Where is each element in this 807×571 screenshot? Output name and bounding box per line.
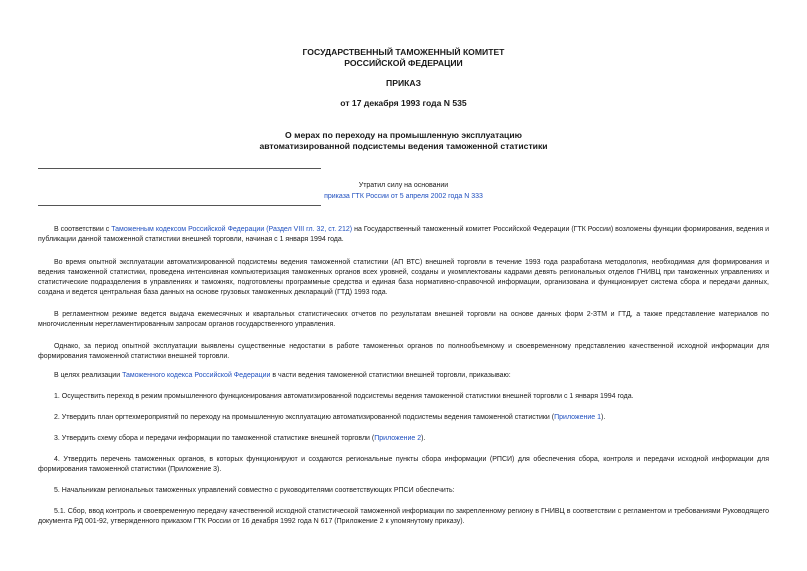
paragraph-4: Однако, за период опытной эксплуатации выявлены существенные недостатки в работе таможенных органов по полнообъемному и своевременному представлению качественной исходной информации для формирования таможенной статистики внешней торговли. <box>38 343 769 361</box>
document-date-number: от 17 декабря 1993 года N 535 <box>340 98 467 108</box>
basis-order-link[interactable]: приказа ГТК России от 5 апреля 2002 года N 333 <box>324 193 483 200</box>
appendix-2-link[interactable]: Приложение 2 <box>374 435 422 442</box>
clause-5-1: 5.1. Сбор, ввод контроль и своевременную передачу качественной исходной статистической таможенной информации по закрепленному региону в ГНИВЦ в соответствии с регламентом и требованиями Руководящего документа РД 001-92, утвержденного приказом ГТК России от 16 декабря 1992 года N 617 (Приложение 2 к упомянутому приказу). <box>38 508 769 526</box>
lost-force-label: Утратил силу на основании <box>358 182 449 189</box>
clause-1: 1. Осуществить переход в режим промышленного функционирования автоматизированной подсистемы ведения таможенной статистики внешней торговли с 1 января 1994 года. <box>54 393 634 400</box>
clause-2: 2. Утвердить план оргтехмероприятий по переходу на промышленную эксплуатацию автоматизированной подсистемы ведения таможенной статистики (Приложение 1). <box>54 414 606 421</box>
authority-line-2: РОССИЙСКОЙ ФЕДЕРАЦИИ <box>344 57 463 68</box>
document-type: ПРИКАЗ <box>386 78 421 88</box>
divider-top <box>38 168 321 169</box>
authority-line-1: ГОСУДАРСТВЕННЫЙ ТАМОЖЕННЫЙ КОМИТЕТ <box>302 47 505 57</box>
clause-4: 4. Утвердить перечень таможенных органов, в которых функционируют и создаются региональные пункты сбора информации (РПСИ) для обеспечения сбора, контроля и передачи исходной информации для формирования таможенной статистики (Приложение 3). <box>38 456 769 474</box>
title-line-2: автоматизированной подсистемы ведения таможенной статистики <box>259 140 548 151</box>
issuing-authority <box>0 47 807 68</box>
paragraph-3: В регламентном режиме ведется выдача ежемесячных и квартальных статистических отчетов по результатам внешней торговли на основе данных форм 2-ЗТМ и ГТД, а также представление материалов по многочисленным нерегламентированным запросам органов государственного управления. <box>38 311 769 329</box>
clause-5: 5. Начальникам региональных таможенных управлений совместно с руководителями соответствующих РПСИ обеспечить: <box>54 487 455 494</box>
clause-3: 3. Утвердить схему сбора и передачи информации по таможенной статистике внешней торговли (Приложение 2). <box>54 435 426 442</box>
paragraph-5: В целях реализации Таможенного кодекса Российской Федерации в части ведения таможенной статистики внешней торговли, приказываю: <box>54 372 511 379</box>
title-line-1: О мерах по переходу на промышленную эксплуатацию <box>285 130 522 140</box>
status-note <box>0 180 807 202</box>
customs-code-link[interactable]: Таможенного кодекса Российской Федерации <box>122 372 271 379</box>
appendix-1-link[interactable]: Приложение 1 <box>554 414 602 421</box>
divider-bottom <box>38 205 321 206</box>
paragraph-1: В соответствии с Таможенным кодексом Российской Федерации (Раздел VIII гл. 32, ст. 212) на Государственный таможенный комитет Российской Федерации (ГТК России) возложены функции формирования, ведения и публикации данной таможенной статистики внешней торговли, начиная с 1 января 1994 года. <box>38 226 770 244</box>
customs-code-section-link[interactable]: Таможенным кодексом Российской Федерации (Раздел VIII гл. 32, ст. 212) <box>111 226 353 233</box>
paragraph-2: Во время опытной эксплуатации автоматизированной подсистемы ведения таможенной статистики (АП ВТС) внешней торговли в течение 1993 года разработана методология, необходимая для формирования и ведения таможенной статистики, проведена интенсивная компьютеризация таможенных органов всех уровней, созданы и укомплектованы кадрами девять региональных отделов ГНИВЦ при таможенных управлениях и статистические подразделения в управлениях и таможнях, подготовлены программные средства и единая база нормативно-справочной информации, организована и функционирует система сбора и передачи данных, создана и ведется центральная база данных на основе грузовых таможенных деклараций (ГТД) 1993 года. <box>38 259 769 297</box>
document-title <box>0 130 807 151</box>
